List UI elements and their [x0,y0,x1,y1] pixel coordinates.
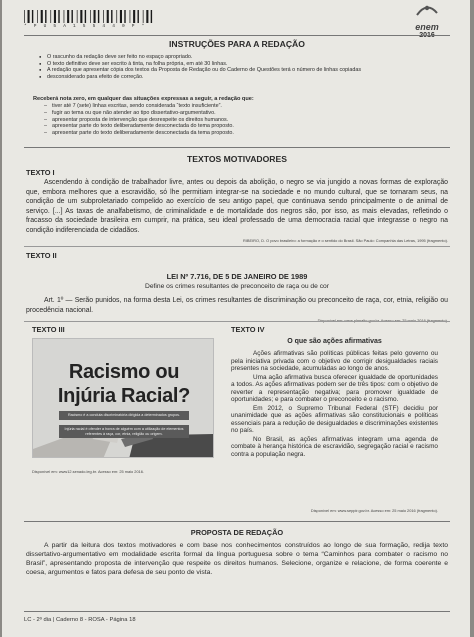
law-subtitle: Define os crimes resultantes de preconceito de raça ou de cor [144,283,329,290]
campaign-poster [32,338,214,458]
text-1-source: RIBEIRO, D. O povo brasileiro: a formação e o sentido do Brasil. São Paulo: Companhia das Letras, 1995 (fragmento). [242,238,448,243]
list-item: – fugir ao tema ou que não atender ao tipo dissertativo-argumentativo. [44,110,444,117]
proposal-body: A partir da leitura dos textos motivadores e com base nos conhecimentos construídos ao longo de sua formação, redija texto dissertativo-argumentativo em modalidade escrita formal da língua portuguesa sobre o tema “Caminhos para combater o racismo no Brasil”, apresentando proposta de intervenção que respeite os direitos humanos. Selecione, organize e relacione, de forma coerente e coesa, argumentos e fatos para defesa de seu ponto de vista. [26,542,448,576]
text-2-body: Art. 1º — Serão punidos, na forma desta Lei, os crimes resultantes de discriminação ou preconceito de raça, cor, etnia, religião ou procedência nacional. [26,297,448,314]
text-3-source: Disponível em: www12.senado.leg.br. Acesso em: 25 maio 2016. [32,469,145,474]
instructions-list [39,54,449,80]
text-1-body: Ascendendo à condição de trabalhador livre, antes ou depois da abolição, o negro se via jungido a novas formas de exploração que, embora melhores que a escravidão, só lhe permitiam integrar-se na sociedade e no mundo cultural, que se tornaram seus, na condição de um subproletariado compelido ao exercício de seu antigo papel, que continuava sendo principalmente o de animal de serviço. [...] As taxas de analfabetismo, de criminalidade e de mortalidade dos negros são, por isso, as mais elevadas, refletindo o fracasso da sociedade brasileira em cumprir, na prática, seu ideal professado de uma democracia racial que integrasse o negro na condição indiferenciada de cidadãos. [26,179,448,234]
poster-caption-1: Racismo é a conduta discriminatória dirigida a determinados grupos. [59,411,189,420]
text-4-paragraph: Ações afirmativas são políticas públicas feitas pelo governo ou pela iniciativa privada com o objetivo de corrigir desigualdades raciais presentes na sociedade, acumuladas ao longo de anos. [231,350,438,372]
list-item: – apresentar parte do texto deliberadamente desconectada da tema proposto. [44,130,444,137]
poster-headline-line1: Racismo ou [68,361,180,383]
text-3-label: TEXTO III [32,325,65,334]
poster-caption-2: Injúria racial é ofender a honra de alguém com a utilização de elementos referentes à raça, cor, etnia, religião ou origem. [59,425,189,438]
divider [24,321,450,322]
text-4-heading: O que são ações afirmativas [287,338,382,345]
divider [24,521,450,522]
logo-wordmark: enem [415,22,439,32]
list-item: ● O rascunho da redação deve ser feito no espaço apropriado. [39,54,449,61]
list-item: – apresentar proposta de intervenção que desrespeite os direitos humanos. [44,117,444,124]
divider [24,611,450,612]
instructions-title: INSTRUÇÕES PARA A REDAÇÃO [169,39,305,49]
divider [24,35,450,36]
list-item: ● desconsiderado para efeito de correção. [39,74,449,81]
text-4-label: TEXTO IV [231,325,265,334]
exam-page [2,0,470,637]
divider [24,147,450,148]
motivating-texts-title: TEXTOS MOTIVADORES [187,154,287,164]
list-item: ● A redação que apresentar cópia dos textos da Proposta de Redação ou do Caderno de Questões terá o número de linhas copiadas [39,67,449,74]
text-4-paragraph: Uma ação afirmativa busca oferecer igualdade de oportunidades a todos. As ações afirmativas podem ser de três tipos: com o objetivo de reverter a representação negativa; para promover igualdade de oportunidades; e para combater o preconceito e o racismo. [231,373,438,403]
text-4-paragraph: No Brasil, as ações afirmativas integram uma agenda de combate à herança histórica de escravidão, segregação racial e racismo contra a população negra. [231,435,438,458]
page-footer: LC - 2º dia | Caderno 8 - ROSA - Página 18 [24,617,136,623]
text-2-label: TEXTO II [26,251,57,260]
divider [24,246,450,247]
barcode [24,10,154,23]
text-4-paragraph: Em 2012, o Supremo Tribunal Federal (STF) decidiu por unanimidade que as ações afirmativas são constitucionais e políticas essenciais para a redução de desigualdades e discriminações existentes no país. [231,404,438,434]
barcode-number: * P U 5 A 1 5 5 4 4 0 P * [24,24,147,29]
zero-note-heading: Receberá nota zero, em qualquer das situações expressas a seguir, a redação que: [33,96,254,102]
text-1-label: TEXTO I [26,168,55,177]
enem-logo-icon [414,3,440,17]
zero-note-list [44,103,444,137]
list-item: ● O texto definitivo deve ser escrito à tinta, na folha própria, em até 30 linhas. [39,61,449,68]
law-title: LEI Nº 7.716, DE 5 DE JANEIRO DE 1989 [166,272,308,281]
enem-logo [402,3,452,33]
list-item: – apresentar parte do texto deliberadamente desconectada do tema proposto. [44,123,444,130]
text-4-source: Disponível em: www.seppir.gov.br. Acesso em: 25 maio 2016 (fragmento). [310,508,438,513]
poster-headline-line2: Injúria Racial? [57,385,191,407]
text-4-column [231,338,438,459]
proposal-title: PROPOSTA DE REDAÇÃO [190,528,284,537]
list-item: – tiver até 7 (sete) linhas escritas, sendo considerada “texto insuficiente”. [44,103,444,110]
